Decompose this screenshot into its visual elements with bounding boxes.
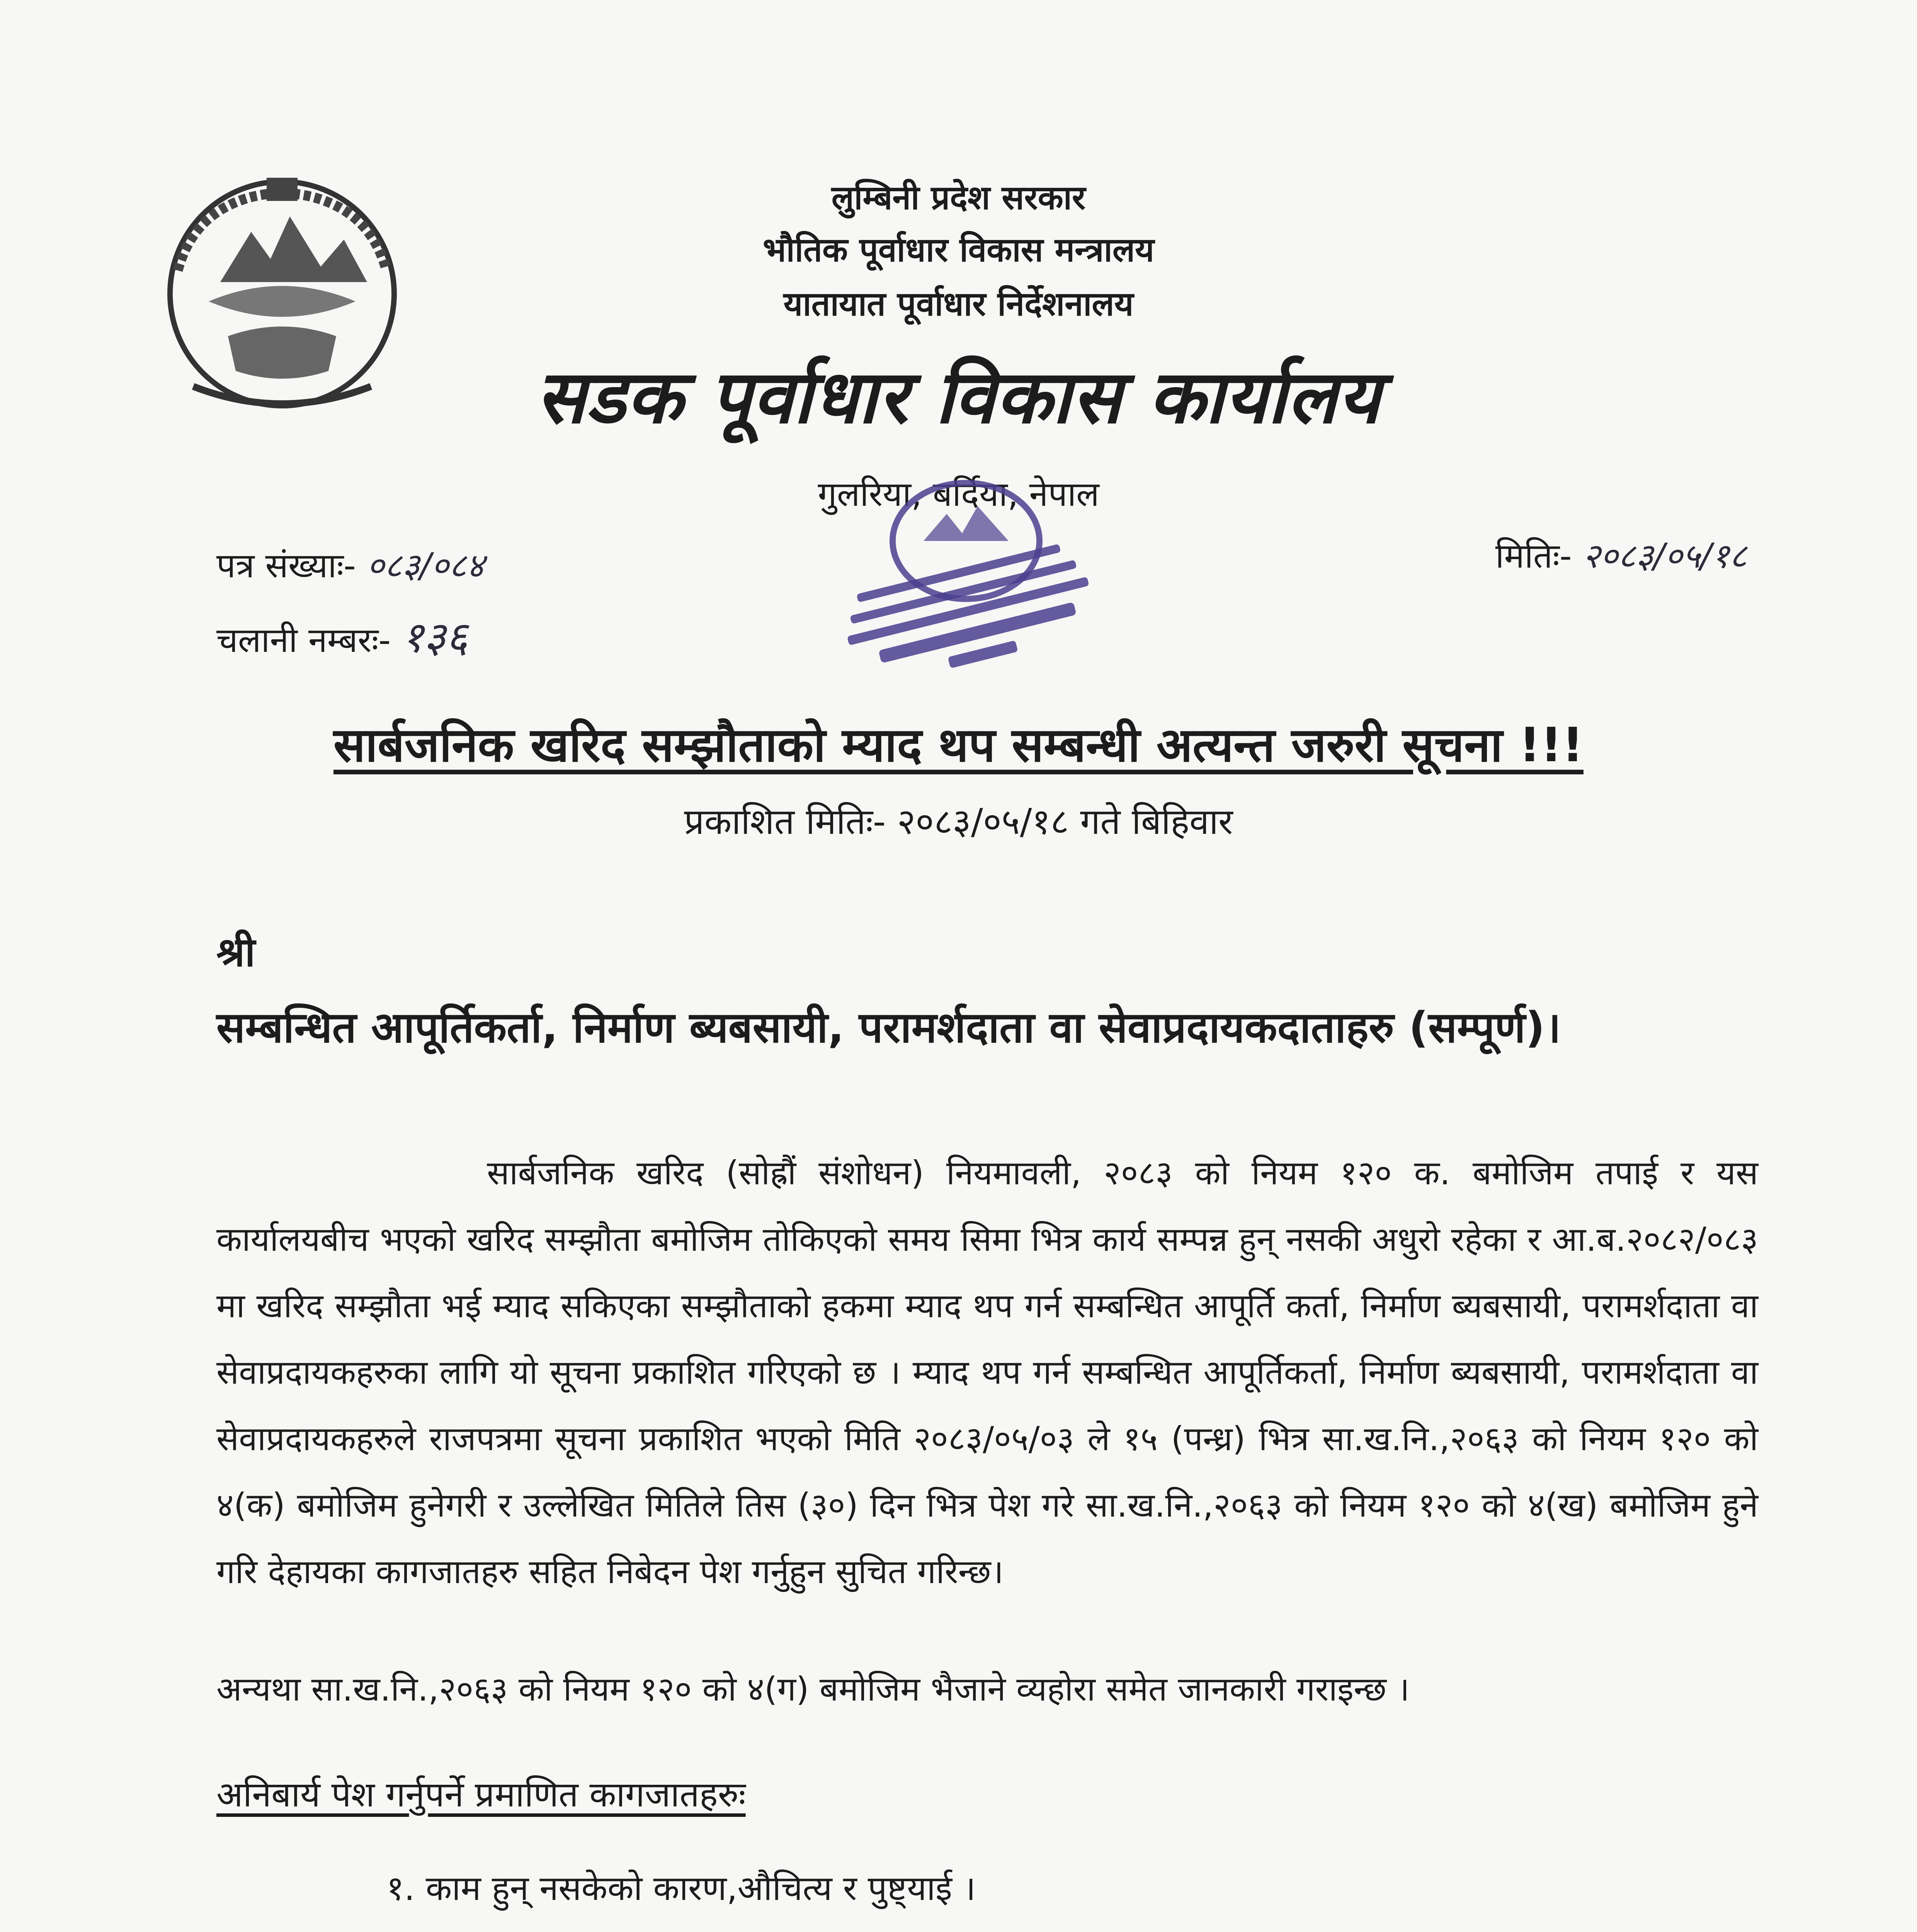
notice-body: सार्बजनिक खरिद (सोह्रौं संशोधन) नियमावली, २०८३ को नियम १२० क. बमोजिम तपाई र यस कार्यालयबीच भएको खरिद सम्झौता बमोजिम तोकिएको समय सिमा भित्र कार्य सम्पन्न हुन् नसकी अधुरो रहेका र आ.ब.२०८२/०८३ मा खरिद सम्झौता भई म्याद सकिएका सम्झौताको हकमा म्याद थप गर्न सम्बन्धित आपूर्ति कर्ता, निर्माण ब्यबसायी, परामर्शदाता वा सेवाप्रदायकहरुका लागि यो सूचना प्रकाशित गरिएको छ । म्याद थप गर्न सम्बन्धित आपूर्तिकर्ता, निर्माण ब्यबसायी, परामर्शदाता वा सेवाप्रदायकहरुले राजपत्रमा सूचना प्रकाशित भएको मिति २०८३/०५/०३ ले १५ (पन्ध्र) भित्र सा.ख.नि.,२०६३ को नियम १२० को ४(क) बमोजिम हुनेगरी र उल्लेखित मितिले तिस (३०) दिन भित्र पेश गरे सा.ख.नि.,२०६३ को नियम १२० को ४(ख) बमोजिम हुने गरि देहायका कागजातहरु सहित निबेदन पेश गर्नुहुन सुचित गरिन्छ। (216, 1154, 1758, 1591)
letter-date-value: २०८३/०५/१८ (1582, 536, 1747, 576)
office-location: गुलरिया, बर्दिया, नेपाल (818, 474, 1099, 514)
header-province: लुम्बिनी प्रदेश सरकार (831, 179, 1086, 217)
letter-number (216, 541, 484, 587)
letter-number-value: ०८३/०८४ (366, 546, 485, 585)
office-seal-stamp (792, 440, 1140, 680)
recipients: सम्बन्धित आपूर्तिकर्ता, निर्माण ब्यबसायी, परामर्शदाता वा सेवाप्रदायकदाताहरु (सम्पूर्ण)। (216, 1003, 1561, 1052)
office-name: सडक पूर्वाधार विकास कार्यालय (536, 354, 1381, 440)
salutation: श्री (216, 929, 255, 976)
notice-body-warning: अन्यथा सा.ख.नि.,२०६३ को नियम १२० को ४(ग) बमोजिम भैजाने व्यहोरा समेत जानकारी गराइन्छ । (216, 1670, 1410, 1709)
list-item: १. काम हुन् नसकेको कारण,औचित्य र पुष्ट्याई । (386, 1868, 976, 1908)
list-item (386, 1926, 1486, 1932)
dispatch-number (216, 607, 468, 665)
letter-number-label: पत्र संख्याः- (216, 546, 356, 585)
letter-date-label: मितिः- (1495, 536, 1572, 576)
published-date: प्रकाशित मितिः- २०८३/०५/१८ गते बिहिवार (684, 801, 1233, 842)
notice-title: सार्बजनिक खरिद सम्झौताको म्याद थप सम्बन्धी अत्यन्त जरुरी सूचना !!! (333, 718, 1584, 772)
dispatch-number-label: चलानी नम्बरः- (216, 620, 391, 660)
header-directorate: यातायात पूर्वाधार निर्देशनालय (783, 285, 1134, 323)
required-documents-list (386, 1851, 1486, 1932)
letter-date (1495, 531, 1747, 578)
required-documents-heading: अनिबार्य पेश गर्नुपर्ने प्रमाणित कागजातहरुः (216, 1774, 746, 1815)
header-ministry: भौतिक पूर्वाधार विकास मन्त्रालय (762, 231, 1155, 269)
dispatch-number-value: १३६ (401, 612, 468, 662)
